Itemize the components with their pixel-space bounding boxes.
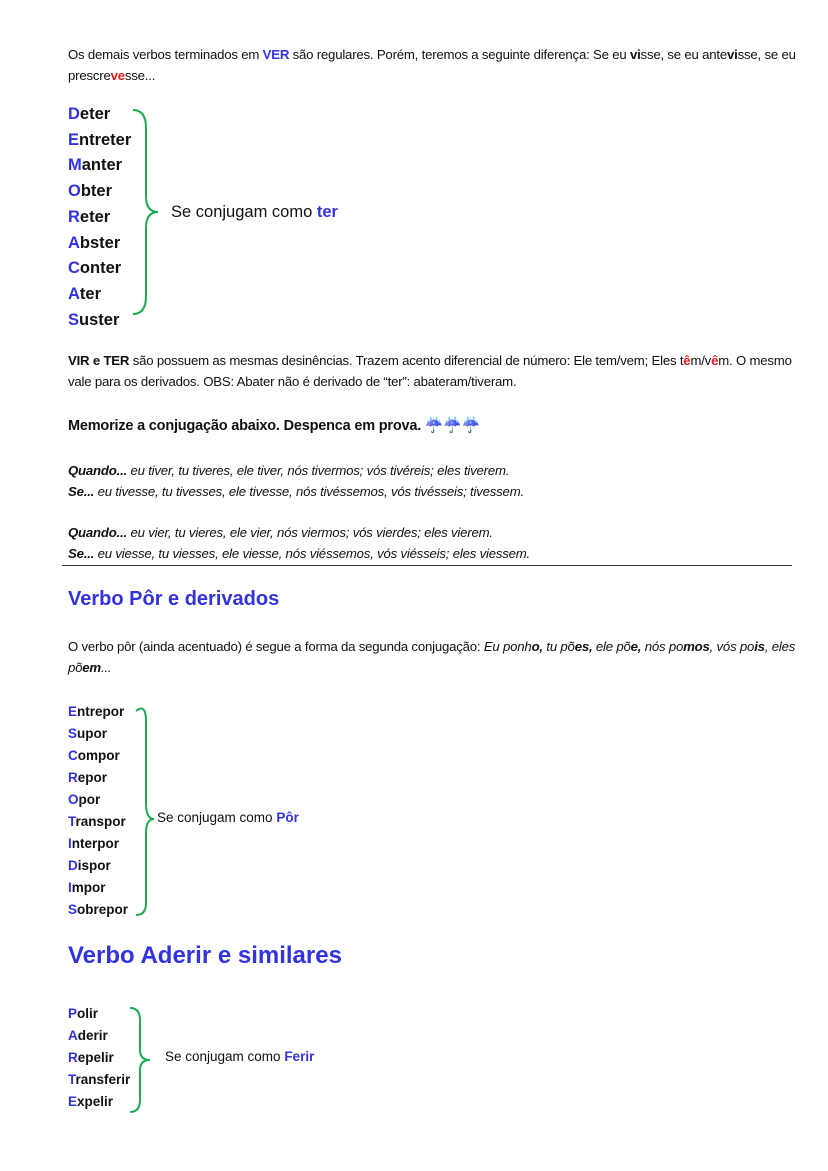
verb-rest: derir — [77, 1028, 108, 1043]
verb-item — [68, 256, 131, 282]
verb-item — [68, 282, 131, 308]
verb-initial: M — [68, 156, 82, 175]
por-derivatives-list — [68, 701, 128, 921]
verb-rest: ransferir — [75, 1072, 131, 1087]
text-run: nós po — [641, 639, 684, 654]
text-run: o, — [531, 639, 543, 654]
text-run: m/v — [690, 353, 712, 368]
text-run: são regulares. Porém, teremos a seguinte diferença: Se eu — [289, 47, 630, 62]
verb-rest: eter — [79, 207, 111, 226]
verb-rest: ntrepor — [77, 704, 125, 719]
text-run: O verbo pôr (ainda acentuado) é segue a forma da segunda conjugação: — [68, 639, 484, 654]
verb-rest: mpor — [71, 880, 106, 895]
verb-initial: C — [68, 259, 80, 278]
verb-initial: S — [68, 902, 78, 917]
curly-brace — [128, 108, 168, 318]
verb-item — [68, 789, 128, 811]
umbrella-icons: ☔☔☔ — [424, 417, 481, 434]
verb-item — [68, 833, 128, 855]
verb-initial: R — [68, 770, 78, 785]
conjugation-ter — [68, 460, 798, 502]
verb-rest: epelir — [77, 1050, 114, 1065]
verb-rest: ranspor — [75, 814, 126, 829]
verb-rest: obrepor — [77, 902, 129, 917]
verb-item — [68, 1069, 130, 1091]
text-run: Os demais verbos terminados em — [68, 47, 263, 62]
conj-line: Quando... eu vier, tu vieres, ele vier, nós viermos; vós vierdes; eles vierem. — [68, 525, 493, 540]
text-run: ê — [711, 353, 719, 368]
verb-rest: onter — [79, 259, 122, 278]
verb-rest: ntreter — [79, 130, 132, 149]
verb-initial: E — [68, 130, 80, 149]
verb-initial: A — [68, 284, 80, 303]
vir-ter-paragraph — [68, 350, 798, 392]
memorize-note: Memorize a conjugação abaixo. Despenca em prova. ☔☔☔ — [68, 417, 481, 434]
verb-item — [68, 1047, 130, 1069]
ferir-list — [68, 1003, 130, 1113]
verb-rest: por — [78, 792, 101, 807]
heading-aderir: Verbo Aderir e similares — [68, 942, 342, 969]
verb-item — [68, 855, 128, 877]
por-paragraph — [68, 636, 798, 678]
text-run: vi — [629, 47, 641, 62]
text-run: vi — [727, 47, 738, 62]
verb-item — [68, 153, 131, 179]
text-run: Eu ponh — [483, 639, 532, 654]
text-run: , vós po — [709, 639, 755, 654]
verb-rest: ter — [79, 284, 102, 303]
text-run: são possuem as mesmas desinências. Trazem acento diferencial de número: Ele tem/vem; Eles t — [129, 353, 684, 368]
text-run: tu põ — [542, 639, 575, 654]
verb-item — [68, 102, 131, 128]
verb-item — [68, 877, 128, 899]
verb-initial: I — [68, 836, 72, 851]
text-run: ele põ — [592, 639, 631, 654]
verb-initial: O — [68, 182, 81, 201]
verb-initial: T — [68, 814, 76, 829]
verb-initial: D — [68, 105, 80, 123]
verb-rest: ompor — [77, 748, 120, 763]
verb-initial: S — [68, 310, 80, 329]
text-run: ... — [100, 660, 112, 675]
verb-item — [68, 1091, 130, 1113]
verb-item — [68, 231, 131, 257]
verb-initial: P — [68, 1006, 78, 1021]
text-run: e, — [630, 639, 642, 654]
text-run: m. O mesmo vale para os derivados. OBS: Abater não é derivado de “ter”: abateram/tiveram. — [68, 353, 792, 389]
verb-initial: R — [68, 1050, 78, 1065]
verb-rest: bster — [79, 233, 121, 252]
verb-item — [68, 723, 128, 745]
verb-initial: O — [68, 792, 79, 807]
verb-rest: epor — [77, 770, 108, 785]
verb-item — [68, 205, 131, 231]
text-run: ê — [683, 353, 691, 368]
text-run: , eles põ — [68, 639, 796, 675]
ferir-label: Se conjugam como Ferir — [165, 1049, 315, 1064]
ter-derivatives-list — [68, 102, 131, 333]
verb-rest: eter — [79, 105, 111, 123]
verb-rest: nterpor — [71, 836, 120, 851]
verb-rest: bter — [80, 182, 113, 201]
heading-por: Verbo Pôr e derivados — [68, 588, 280, 610]
verb-item — [68, 308, 131, 334]
verb-rest: uster — [79, 310, 120, 329]
curly-brace — [128, 1006, 158, 1116]
verb-item — [68, 899, 128, 921]
verb-initial: D — [68, 858, 78, 873]
verb-rest: upor — [77, 726, 108, 741]
divider — [62, 565, 792, 566]
verb-item — [68, 745, 128, 767]
conj-line: Se... eu viesse, tu viesses, ele viesse, nós viéssemos, vós viésseis; eles viessem. — [68, 546, 531, 561]
verb-initial: R — [68, 207, 80, 226]
ter-label: Se conjugam como ter — [171, 203, 338, 221]
conj-line: Se... eu tivesse, tu tivesses, ele tivesse, nós tivéssemos, vós tivésseis; tivessem. — [68, 484, 524, 499]
verb-initial: A — [68, 1028, 78, 1043]
verb-rest: xpelir — [77, 1094, 114, 1109]
verb-item — [68, 1025, 130, 1047]
verb-rest: ispor — [77, 858, 111, 873]
text-run: VIR e TER — [68, 353, 130, 368]
text-run: is — [754, 639, 765, 654]
verb-item — [68, 128, 131, 154]
text-run: ve — [110, 68, 125, 83]
verb-item — [68, 811, 128, 833]
text-run: em — [82, 660, 101, 675]
verb-rest: olir — [77, 1006, 99, 1021]
conjugation-vir — [68, 522, 798, 564]
verb-initial: C — [68, 748, 78, 763]
verb-item — [68, 1003, 130, 1025]
verb-item — [68, 701, 128, 723]
text-run: VER — [262, 47, 290, 62]
verb-initial: S — [68, 726, 78, 741]
text-run: sse, se eu prescre — [68, 47, 796, 83]
por-label: Se conjugam como Pôr — [157, 810, 299, 825]
text-run: sse, se eu ante — [640, 47, 727, 62]
verb-initial: I — [68, 880, 72, 895]
text-run: es, — [574, 639, 593, 654]
verb-item — [68, 767, 128, 789]
verb-item — [68, 179, 131, 205]
text-run: sse... — [124, 68, 156, 83]
verb-rest: anter — [81, 156, 123, 175]
verb-initial: T — [68, 1072, 76, 1087]
conj-line: Quando... eu tiver, tu tiveres, ele tiver, nós tivermos; vós tivéreis; eles tiverem. — [68, 463, 510, 478]
verb-initial: A — [68, 233, 80, 252]
verb-initial: E — [68, 1094, 78, 1109]
intro-paragraph — [68, 44, 798, 86]
verb-initial: E — [68, 704, 78, 719]
text-run: mos — [683, 639, 710, 654]
